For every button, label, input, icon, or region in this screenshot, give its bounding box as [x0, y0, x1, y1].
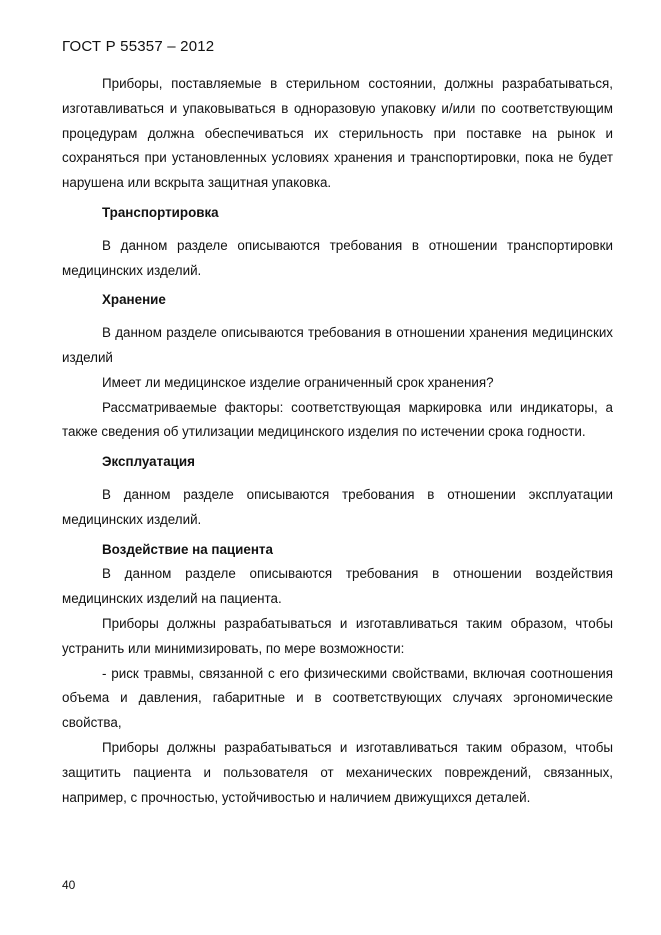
operation-paragraph: В данном разделе описываются требования в отношении эксплуатации медицинских изделий. [62, 486, 613, 527]
patient-design-paragraph-1: Приборы должны разрабатываться и изготавливаться таким образом, чтобы устранить или минимизировать, по мере возможности: [62, 615, 613, 656]
storage-factors: Рассматриваемые факторы: соответствующая маркировка или индикаторы, а также сведения об утилизации медицинского изделия по истечении срока годности. [62, 399, 613, 440]
storage-paragraph: В данном разделе описываются требования в отношении хранения медицинских изделий [62, 325, 613, 365]
operation-heading: Эксплуатация [102, 454, 195, 470]
patient-design-paragraph-2: Приборы должны разрабатываться и изготавливаться таким образом, чтобы защитить пациента и пользователя от механических повреждений, связанных, например, с прочностью, устойчивостью и наличием движущихся деталей. [62, 739, 613, 805]
storage-heading: Хранение [102, 292, 166, 308]
patient-paragraph: В данном разделе описываются требования в отношении воздействия медицинских изделий на пациента. [62, 566, 613, 607]
patient-heading: Воздействие на пациента [102, 541, 273, 557]
sterile-paragraph: Приборы, поставляемые в стерильном состоянии, должны разрабатываться, изготавливаться и упаковываться в одноразовую упаковку и/или по соответствующим процедурам должна обеспечиваться их стерильность при поставке на рынок и сохраняться при установленных условиях хранения и транспортировки, пока не будет нарушена или вскрыта защитная упаковка. [62, 76, 613, 191]
transport-heading: Транспортировка [102, 204, 219, 220]
page-number: 40 [62, 878, 76, 892]
patient-risk-bullet: - риск травмы, связанной с его физическими свойствами, включая соотношения объема и давления, габаритные и в соответствующих случаях эргономические свойства, [62, 665, 613, 731]
transport-paragraph: В данном разделе описываются требования в отношении транспортировки медицинских изделий. [62, 237, 613, 278]
page-content [62, 72, 613, 810]
storage-question: Имеет ли медицинское изделие ограниченный срок хранения? [102, 374, 494, 390]
standard-header: ГОСТ Р 55357 – 2012 [62, 38, 215, 55]
